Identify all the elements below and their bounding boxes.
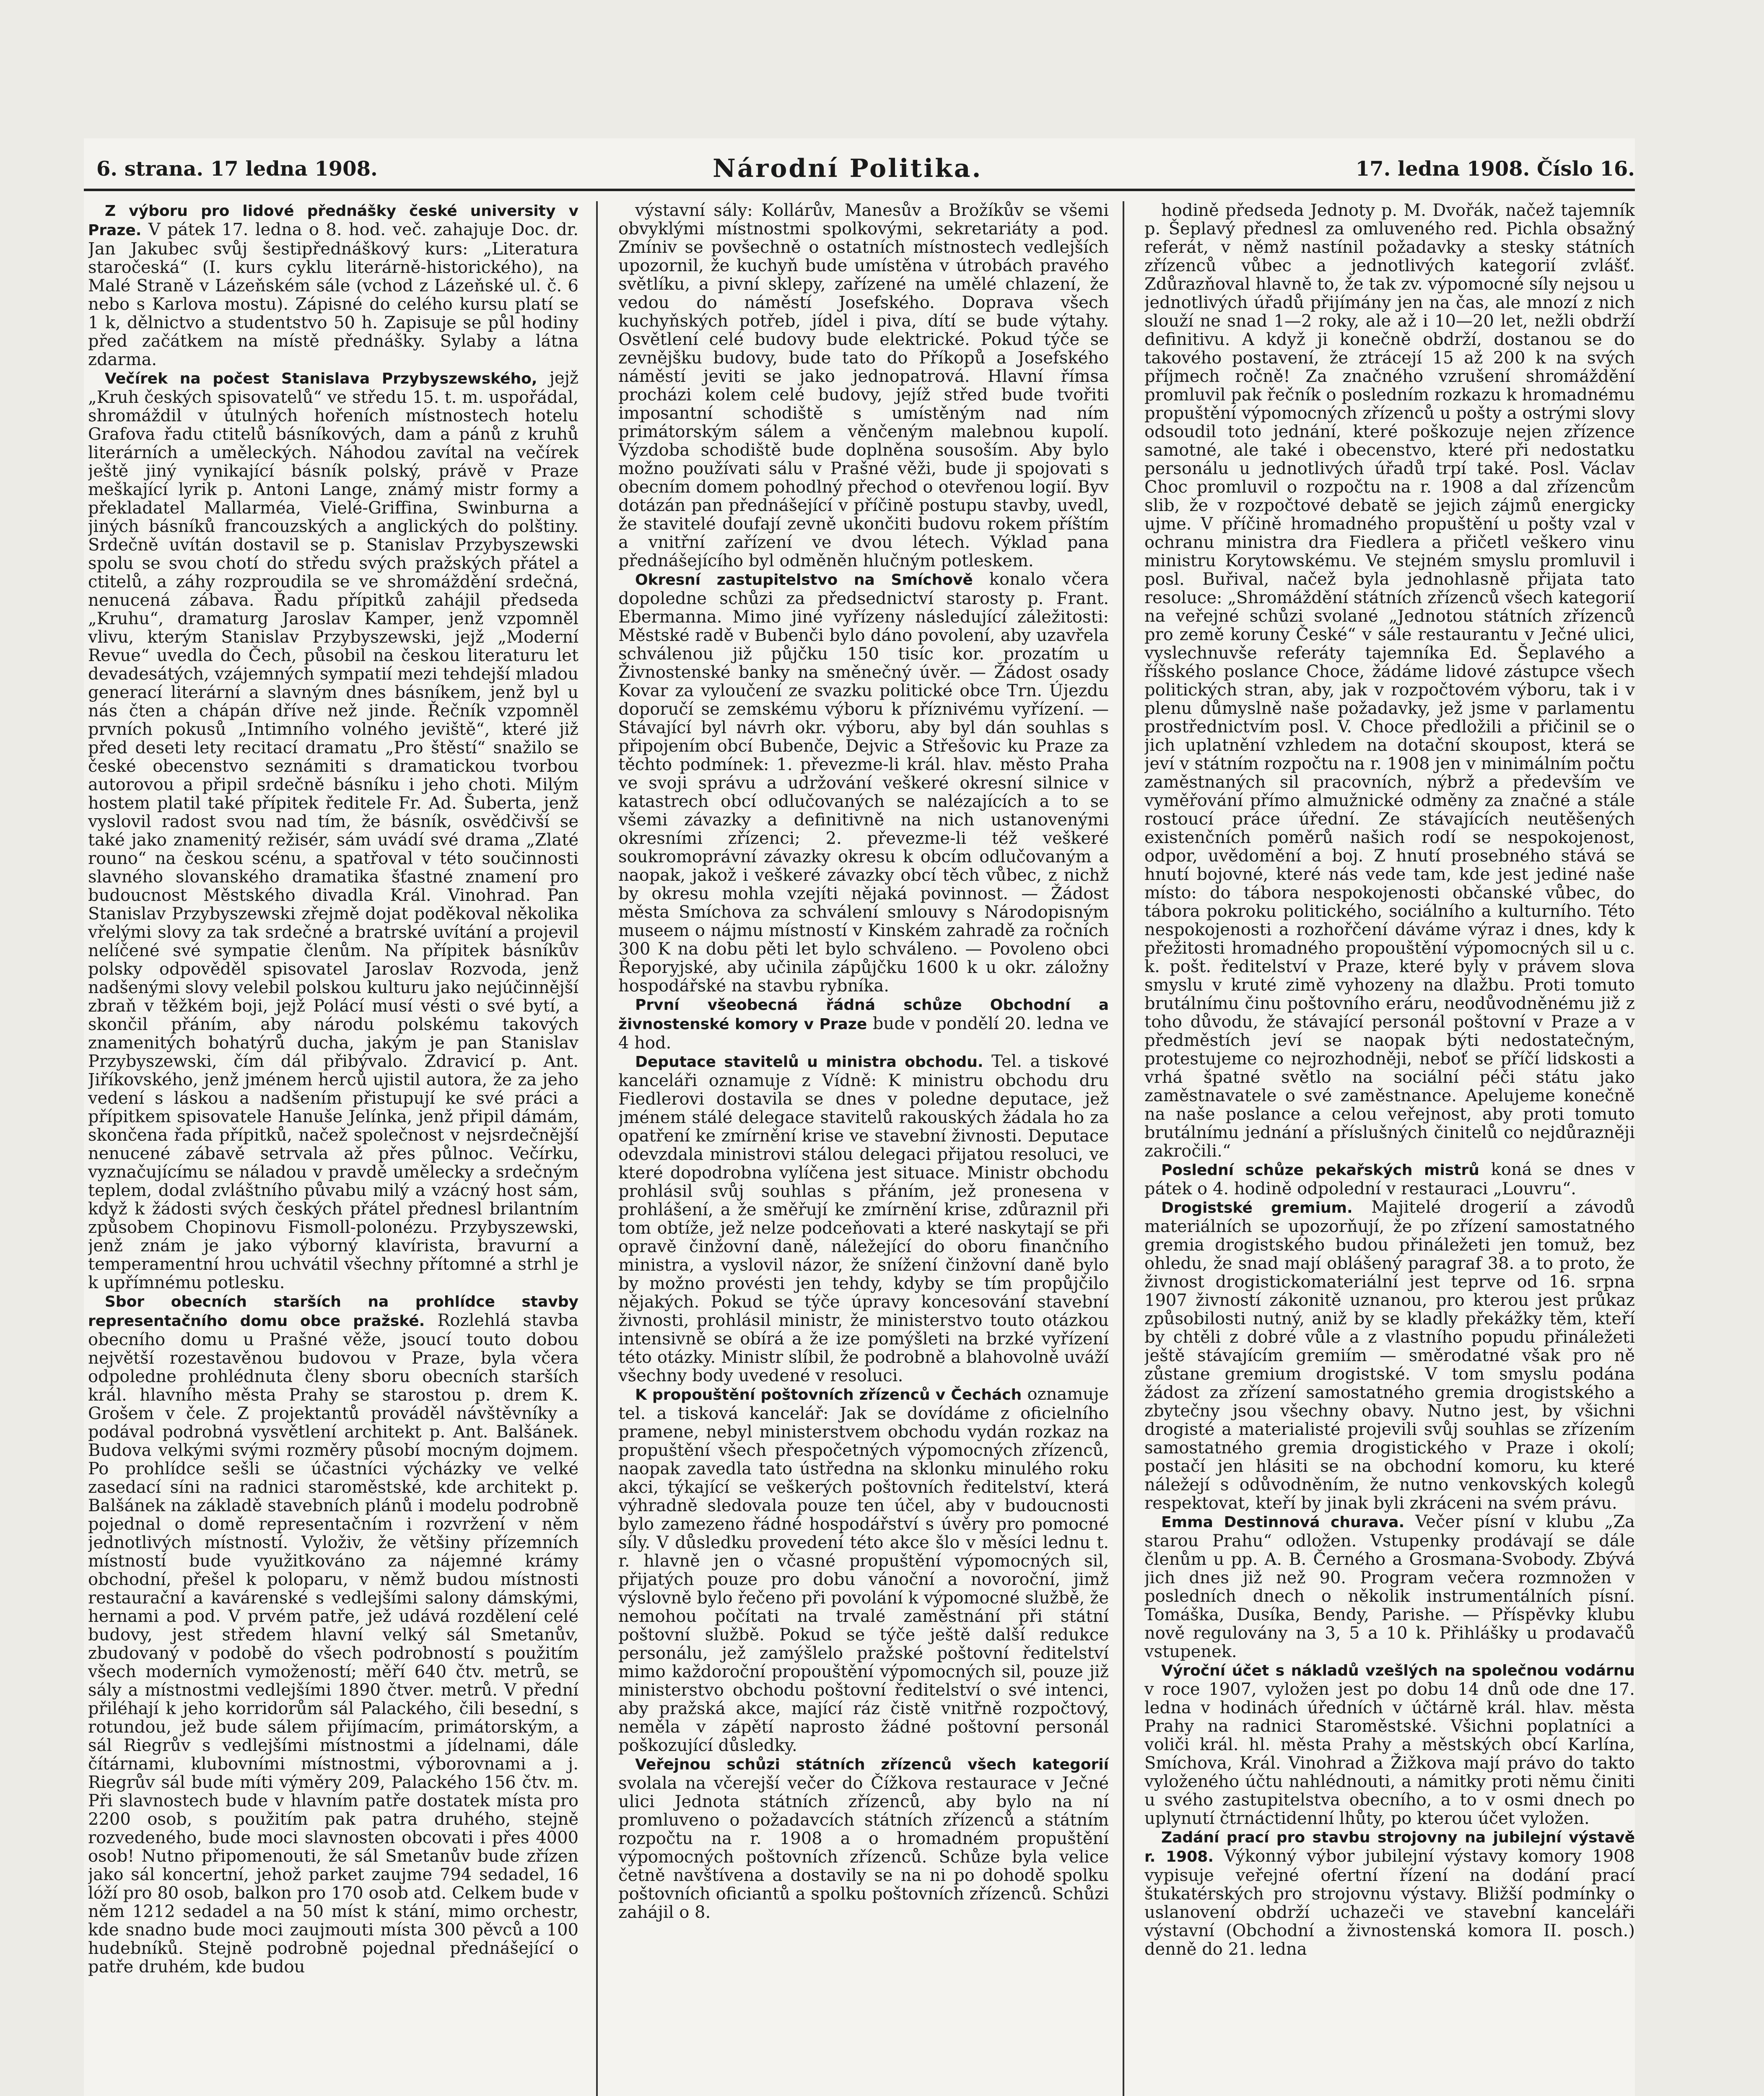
article-headline: Poslední schůze pekařských mistrů <box>1161 1162 1479 1179</box>
article-headline: Večírek na počest Stanislava Przybyszewského, <box>105 370 537 387</box>
page-header <box>84 154 1635 191</box>
article-paragraph <box>618 1052 1109 1385</box>
article-text: Tel. a tiskové kanceláři oznamuje z Vídně: K ministru obchodu dru Fiedlerovi dostavila se dnes v poledne deputace, jež jménem stálé delegace stavitelů rakouských žádala ho za opatření ke zmírnění krise ve stavební živnosti. Deputace odevzdala ministrovi stálou delegaci přijatou resoluci, ve které dopodrobna vylíčena jest situace. Ministr obchodu prohlásil svůj souhlas s přáním, jež pronesena v prohlášení, a že směřují ke zmírnění krise, zdůraznil při tom obtíže, jež nelze podceňovati a které naskytají se při opravě činžovní daně, náležející do oboru finančního ministra, a vyslovil názor, že snížení činžovní daně bylo by možno provésti jen tehdy, kdyby se tím propůjčilo nějakých. Pokud se týče úpravy koncesování stavební živnosti, prohlásil ministr, že ministerstvo touto otázkou intensivně se obírá a že ize pomýšleti na brzké vyřízení této otázky. Ministr slíbil, že podrobně a blahovolně uváží všechny body uvedené v resoluci. <box>618 1052 1109 1385</box>
article-paragraph <box>88 201 578 369</box>
article-headline: Emma Destinnová churava. <box>1161 1514 1405 1531</box>
article-headline: Z výboru pro lidové přednášky české university v Praze. <box>88 202 578 239</box>
column-divider <box>596 201 598 2096</box>
article-paragraph <box>1144 1661 1635 1828</box>
article-text: bude v pondělí 20. ledna ve 4 hod. <box>618 1014 1109 1053</box>
article-paragraph <box>88 369 578 1292</box>
article-text: výstavní sály: Kollárův, Manesův a Brožíkův se všemi obvyklými místnostmi spolkovými, sekretariáty a pod. Zmíniv se povšechně o ostatních místnostech vedlejších upozornil, že kuchyň bude umístěna v útrobách pravého světlíku, a pivní sklepy, zařízené na umělé chlazení, že vedou do náměstí Josefského. Doprava všech kuchyňských potřeb, jídel i piva, dítí se bude výtahy. Osvětlení celé budovy bude elektrické. Pokud týče se zevnějšku budovy, bude tato do Příkopů a Josefského náměstí jeviti se jako jednopatrová. Hlavní římsa procházi kolem celé budovy, jejíž střed bude tvořiti imposantní schodiště s umístěným nad ním primátorským sálem a věnčeným malebnou kupolí. Výzdoba schodiště bude doplněna sousoším. Aby bylo možno používati sálu v Prašné věži, bude ji spojovati s obecním domem pohodlný přechod o otevřenou logií. Byv dotázán pan přednášející v příčině postupu stavby, uvedl, že stavitelé doufají zevně ukončiti budovu rokem příštím a vnitřní zařízení ve dvou létech. Výklad pana přednášejícího byl odměněn hlučným potleskem. <box>618 201 1109 571</box>
article-paragraph <box>88 1292 578 1976</box>
article-paragraph <box>618 1385 1109 1755</box>
article-text: konalo včera dopoledne schůzi za předsednictví starosty p. Frant. Ebermanna. Mimo jiné vyřízeny následující záležitosti: Městské radě v Bubenči bylo dáno povolení, aby uzavřela schválenou již půjčku 150 tisíc kor. prozatím u Živnostenské banky na směnečný úvěr. — Žádost osady Kovar za vyloučení ze svazku politické obce Trn. Újezdu doporučí se zemskému výboru k příznivému vyřízení. — Stávající byl návrh okr. výboru, aby byl dán souhlas s připojením obcí Bubenče, Dejvic a Střešovic ku Praze za těchto podmínek: 1. převezme-li král. hlav. město Praha ve svoji správu a udržování veškeré okresní silnice v katastrech obcí odlučovaných se nalézajících a to se všemi závazky a definitivně na nich ustanovenými okresními zřízenci; 2. převezme-li též veškeré soukromoprávní závazky okresu k obcím odlučovaným a naopak, jakož i veškeré závazky obcí těch vůbec, z nichž by okresu mohla vzejíti nějaká povinnost. — Žádost města Smíchova za schválení smlouvy s Národopisným museem o nájmu místností v Kinském zahradě za ročních 300 K na dobu pěti let bylo schváleno. — Povoleno obci Řeporyjské, aby učinila zápůjčku 1600 k u okr. záložny hospodářské na stavbu rybníka. <box>618 570 1109 996</box>
article-paragraph <box>1144 1160 1635 1198</box>
article-headline: Veřejnou schůzi státních zřízenců všech kategorií <box>635 1756 1109 1773</box>
column-3 <box>1144 201 1635 2096</box>
article-paragraph <box>618 1755 1109 1922</box>
article-headline: Výroční účet s nákladů vzešlých na společnou vodárnu <box>1161 1662 1635 1679</box>
article-text: Výkonný výbor jubilejní výstavy komory 1908 vypisuje veřejné ofertní řízení na dodání prací štukatérských pro strojovnu výstavy. Bližší podmínky o uslanovení obdrží uchazeči ve stavební kanceláři výstavní (Obchodní a živnostenská komora II. posch.) denně do 21. ledna <box>1144 1847 1635 1959</box>
article-text: Majitelé drogerií a závodů materiálních se upozorňují, že po zřízení samostatného gremia drogistského budou přináležeti jen tomuž, bez ohledu, že snad mají oblášený paragraf 38. a to proto, že živnost drogistickomateriální jest teprve od 16. srpna 1907 živností zákonitě uznanou, pro kterou jest průkaz způsobilosti nutný, aniž by se kladly překážky těm, kteří by chtěli z dobré vůle a z vlastního popudu přináležeti ještě stávajícím gremiím — směrodatné však pro ně zůstane gremium drogistské. V tom smyslu podána žádost za zřízení samostatného gremia drogistského a zbytečny jsou všechny obavy. Nutno jest, by všichni drogisté a materialisté projevili svůj souhlas se zřízením samostatného gremia drogistického v Praze i okolí; postačí jen hlásiti se na obchodní komoru, ku které náležejí s odůvodněním, že nutno venkovských kolegů respektovat, kteří by jinak byli zkráceni na svém právu. <box>1144 1198 1635 1513</box>
article-text: koná se dnes v pátek o 4. hodině odpolední v restauraci „Louvru“. <box>1144 1160 1635 1198</box>
column-2 <box>618 201 1109 2096</box>
header-right: 17. ledna 1908. Číslo 16. <box>1355 157 1635 181</box>
article-text: Rozlehlá stavba obecního domu u Prašné věže, jsoucí touto dobou největší rozestavěnou budovou v Praze, byla včera odpoledne prohlédnuta členy sboru obecních starších král. hlavního města Prahy se starostou p. drem K. Grošem v čele. Z projektantů prováděl návštěvníky a podával podrobná vysvětlení architekt p. Ant. Balšánek. Budova velkými svými rozměry působí mocným dojmem. Po prohlídce sešli se účastníci výcházky ve velké zasedací síni na radnici staroměstské, kde architekt p. Balšánek na základě stavebních plánů i modelu podrobně pojednal o domě representačním i rozvržení v něm jednotlivých místností. Vyloživ, že většiny přízemních místností bude využitkováno za nájemné krámy obchodní, přešel k poloparu, v němž budou místnosti restaurační a kavárenské s vedlejšími salony dámskými, hernami a pod. V prvém patře, jež udává rozdělení celé budovy, jest středem hlavní velký sál Smetanův, zbudovaný v podobě do všech podrobností s použitím všech moderních vymožeností; měří 640 čtv. metrů, se sály a místnostmi vedlejšími 1890 čtver. metrů. V přední přiléhají k jeho korridorům sál Palackého, čili besední, s rotundou, jež bude sálem přijímacím, primátorským, a sál Riegrův s vedlejšími místnostmi a jídelnami, dále čítárnami, klubovními místnostmi, výborovnami a j. Riegrův sál bude míti výměry 209, Palackého 156 čtv. m. Při slavnostech bude v hlavním patře dostatek místa pro 2200 osob, s použitím pak patra druhého, stejně rozvedeného, bude moci slavnosten obcovati i přes 4000 osob! Nutno připomenouti, že sál Smetanův bude zřízen jako sál koncertní, jehož parket zaujme 794 sedadel, 16 lóží pro 80 osob, balkon pro 170 osob atd. Celkem bude v něm 1212 sedadel a na 50 míst k stání, mimo orchestr, kde snadno bude moci zaujmouti místa 300 pěvců a 100 hudebníků. Stejně podrobně pojednal přednášející o patře druhém, kde budou <box>88 1311 578 1977</box>
article-headline: Deputace stavitelů u ministra obchodu. <box>635 1053 983 1071</box>
article-paragraph <box>1144 1512 1635 1661</box>
article-paragraph <box>1144 1198 1635 1512</box>
article-text: v roce 1907, vyložen jest po dobu 14 dnů ode dne 17. ledna v hodinách úředních v účtárně král. hlav. města Prahy na radnici Staroměstské. Všichni poplatníci a voliči král. hl. města Prahy a městských obcí Karlína, Smíchova, Král. Vinohrad a Žižkova mají právo do takto vyloženého účtu nahlédnouti, a námitky proti němu činiti u svého zastupitelstva obecního, a to v osmi dnech po uplynutí čtrnáctidenní lhůty, po kterou účet vyložen. <box>1144 1680 1635 1828</box>
article-headline: První všeobecná řádná schůze Obchodní a živnostenské komory v Praze <box>618 996 1109 1033</box>
column-divider <box>1123 201 1124 2096</box>
article-text: Večer písní v klubu „Za starou Prahu“ odložen. Vstupenky prodávají se dále členům u pp. A. B. Černého a Grosmana-Svobody. Zbývá jich dnes již než 90. Program večera rozmnožen v posledních dnech o několik instrumentálních písní. Tomáška, Dusíka, Bendy, Parishe. — Příspěvky klubu nově regulovány na 3, 5 a 10 k. Přihlášky u prodavačů vstupenek. <box>1144 1512 1635 1661</box>
masthead-title: Národní Politika. <box>713 154 983 183</box>
article-text: svolala na včerejší večer do Čížkova restaurace v Ječné ulici Jednota státních zřízenců, aby bylo na ní promluveno o požadavcích státních zřízenců a státním rozpočtu na r. 1908 a o hromadném propuštění výpomocných poštovních zřízenců. Schůze byla velice četně navštívena a dostavily se na ni po dohodě spolku poštovních oficiantů a spolku poštovních zřízenců. Schůzi zahájil o 8. <box>618 1774 1109 1922</box>
article-text: V pátek 17. ledna o 8. hod. več. zahajuje Doc. dr. Jan Jakubec svůj šestipřednáškový kurs: „Literatura staročeská“ (I. kurs cyklu literárně-historického), na Malé Straně v Lázeňském sále (vchod z Lázeňské ul. č. 6 nebo s Karlova mostu). Zápisné do celého kursu platí se 1 k, dělnictvo a studentstvo 50 h. Zapisuje se půl hodiny před začátkem na místě přednášky. Sylaby a látna zdarma. <box>88 220 578 369</box>
newspaper-page <box>84 138 1635 2096</box>
article-headline: K propouštění poštovních zřízenců v Čechách <box>635 1386 1022 1403</box>
article-paragraph <box>1144 1828 1635 1959</box>
article-paragraph <box>618 570 1109 995</box>
article-headline: Zadání prací pro stavbu strojovny na jubilejní výstavě r. 1908. <box>1144 1829 1635 1865</box>
article-paragraph <box>618 995 1109 1052</box>
column-1 <box>88 201 578 2096</box>
article-text: hodině předseda Jednoty p. M. Dvořák, načež tajemník p. Šeplavý přednesl za omluveného red. Pichla obsažný referát, v němž nastínil požadavky a stesky státních zřízenců vůbec a jednotlivých kategorií zvlášť. Zdůrazňoval hlavně to, že tak zv. výpomocné síly nejsou u jednotlivých úřadů přijímány jen na čas, ale mnozí z nich slouží ne snad 1—2 roky, ale až i 10—20 let, nežli obdrží definitivu. A když ji konečně obdrží, dostanou se do takového postavení, že ztrácejí 15 až 200 k na svých příjmech ročně! Za značného vzrušení shromáždění promluvil pak řečník o posledním rozkazu k hromadnému propuštění výpomocných zřízenců u pošty a ostrými slovy odsoudil toto jednání, které poškozuje nejen zřízence samotné, ale také i obecenstvo, které při nedostatku personálu u jednotlivých úřadů trpí také. Posl. Václav Choc promluvil o rozpočtu na r. 1908 a dal zřízencům slib, že v rozpočtové debatě se jejich zájmů energicky ujme. V příčině hromadného propuštění u pošty vzal v ochranu ministra dra Fiedlera a přičetl veškero vinu ministru Korytowskému. Ve stejném smyslu promluvil i posl. Buřival, načež byla jednohlasně přijata tato resoluce: „Shromáždění státních zřízenců všech kategorií na veřejné schůzi svolané „Jednotou státních zřízenců pro země koruny České“ v sále restaurantu v Ječné ulici, vyslechnuvše referáty tajemníka Ed. Šeplavého a říšského poslance Choce, žádáme lidové zástupce všech politických stran, aby, jak v rozpočtovém výboru, tak i v plenu důmyslně naše požadavky, jež jsme v parlamentu prostřednictvím posl. V. Choce předložili a přičinil se o jich uplatnění vzhledem na dotační skoupost, která se jeví v státním rozpočtu na r. 1908 jen v minimálním počtu zaměstnaných sil pracovních, nýbrž a především ve vyměřování přímo almužnické odměny za značné a stále rostoucí práce úřední. Ze stávajících neutěšených existenčních poměrů našich rodí se nespokojenost, odpor, uvědomění a boj. Z hnutí prosebného stává se hnutí bojovné, které nás vede tam, kde jest jediné naše místo: do tábora nespokojenosti občanské vůbec, do tábora pokroku politického, sociálního a kulturního. Této nespokojenosti a rozhořčení dáváme výraz i dnes, kdy k přežitosti hromadného propouštění výpomocných sil u c. k. pošt. ředitelství v Praze, které byly v právem slova smyslu v kruté zimě vyhozeny na dlažbu. Proti tomuto brutálnímu činu poštovního eráru, neodůvodněnému již z toho důvodu, že stávající personál poštovní v Praze a v předměstích jeví se naopak býti nedostatečným, protestujeme co nejrozhodněji, neboť se příčí lidskosti a vrhá špatné světlo na sociální péči státu jako zaměstnavatele o své zaměstnance. Apelujeme konečně na naše poslance a celou veřejnost, aby proti tomuto brutálnímu jednání a příslušných činitelů co nejdůrazněji zakročili.“ <box>1144 201 1635 1161</box>
header-rule <box>84 189 1635 191</box>
article-paragraph <box>1144 201 1635 1160</box>
article-headline: Drogistské gremium. <box>1161 1199 1353 1217</box>
header-left: 6. strana. 17 ledna 1908. <box>96 157 378 181</box>
article-text: oznamuje tel. a tisková kancelář: Jak se dovídáme z oficielního pramene, nebyl ministerstvem obchodu vydán rozkaz na propuštění všech přespočetných výpomocných zřízenců, naopak zavedla tato ústředna na sklonku minulého roku akci, týkající se veškerých poštovních ředitelství, která výhradně sledovala pouze ten účel, aby v budoucnosti bylo zamezeno řádné hospodářství s úvěry pro pomocné síly. V důsledku provedení této akce šlo v měsíci lednu t. r. hlavně jen o včasné propuštění výpomocných sil, přijatých pouze pro dobu vánoční a novoroční, jimž výslovně bylo řečeno při povolání k výpomocné službě, že nemohou počítati na trvalé zaměstnání při státní poštovní službě. Pokud se týče ještě další redukce personálu, jež zamýšlelo pražské poštovní ředitelství mimo každoroční propouštění výpomocných sil, pouze již ministerstvo obchodu poštovní ředitelství o své intenci, aby pražská akce, mající ráz čistě vnitřně rozpočtový, neměla v zápětí naprosto žádné poštovní personál poškozující důsledky. <box>618 1385 1109 1755</box>
article-headline: Sbor obecních starších na prohlídce stavby representačního domu obce pražské. <box>88 1293 578 1330</box>
article-paragraph <box>618 201 1109 570</box>
article-headline: Okresní zastupitelstvo na Smíchově <box>635 571 973 589</box>
article-text: jejž „Kruh českých spisovatelů“ ve středu 15. t. m. uspořádal, shromáždil v útulných hořeních místnostech hotelu Grafova řadu ctitelů básníkových, dam a pánů z kruhů literárních a uměleckých. Náhodou zavítal na večírek ještě jiný vynikající básník polský, právě v Praze meškající lyrik p. Antoni Lange, známý mistr formy a překladatel Mallarméa, Vielé-Griffina, Swinburna a jiných básníků francouzských a anglických do polštiny. Srdečně uvítán dostavil se p. Stanislav Przybyszewski spolu se svou chotí do středu svých pražských přátel a ctitelů, a záhy rozproudila se ve shromáždění srdečná, nenucená zábava. Řadu přípitků zahájil předseda „Kruhu“, dramaturg Jaroslav Kamper, jenž vzpomněl vlivu, kterým Stanislav Przybyszewski, jejž „Moderní Revue“ uvedla do Čech, působil na českou literaturu let devadesátých, vzájemných sympatií mezi tehdejší mladou generací literární a slavným dnes básníkem, jenž byl u nás čten a chápán dříve než jinde. Řečník vzpomněl prvních pokusů „Intimního volného jeviště“, které již před deseti lety recitací dramatu „Pro štěstí“ snažilo se české obecenstvo seznámiti s dramatickou tvorbou autorovou a připil srdečně básníku i jeho choti. Milým hostem platil také přípitek ředitele Fr. Ad. Šuberta, jenž vyslovil radost svou nad tím, že básník, osvědčivší se také jako znamenitý režisér, sám uvádí své drama „Zlaté rouno“ na českou scénu, a spatřoval v této součinnosti slavného slovanského dramatika šťastné znamení pro budoucnost Městského divadla Král. Vinohrad. Pan Stanislav Przybyszewski zřejmě dojat poděkoval několika vřelými slovy za tak srdečné a bratrské uvítání a projevil nelíčené své sympatie členům. Na přípitek básníkův polsky odpověděl spisovatel Jaroslav Rozvoda, jenž nadšenými slovy velebil polskou kulturu jako nejúčinnější zbraň v těžkém boji, jejž Polácí musí vésti o své bytí, a skončil přáním, aby národu polskému takových znamenitých bohatýrů ducha, jakým je pan Stanislav Przybyszewski, čím dál přibývalo. Zdravicí p. Ant. Jiříkovského, jenž jménem herců ujistil autora, že za jeho vedení s láskou a nadšením přistupují ke své práci a přípitkem spisovatele Hanuše Jelínka, jenž připil dámám, skončena řada přípitků, načež společnost v nejsrdečnější nenucené zábavě setrvala až přes půlnoc. Večírku, vyznačujícímu se náladou v pravdě umělecky a srdečným teplem, dodal zvláštního půvabu milý a vzácný host sám, když k žádosti svých českých přátel přednesl brilantním způsobem Chopinovu Fismoll-polonézu. Przybyszewski, jenž znám je jako výborný klavírista, bravurní a temperamentní hrou uchvátil všechny přítomné a strhl je k upřímnému potlesku. <box>88 368 578 1292</box>
